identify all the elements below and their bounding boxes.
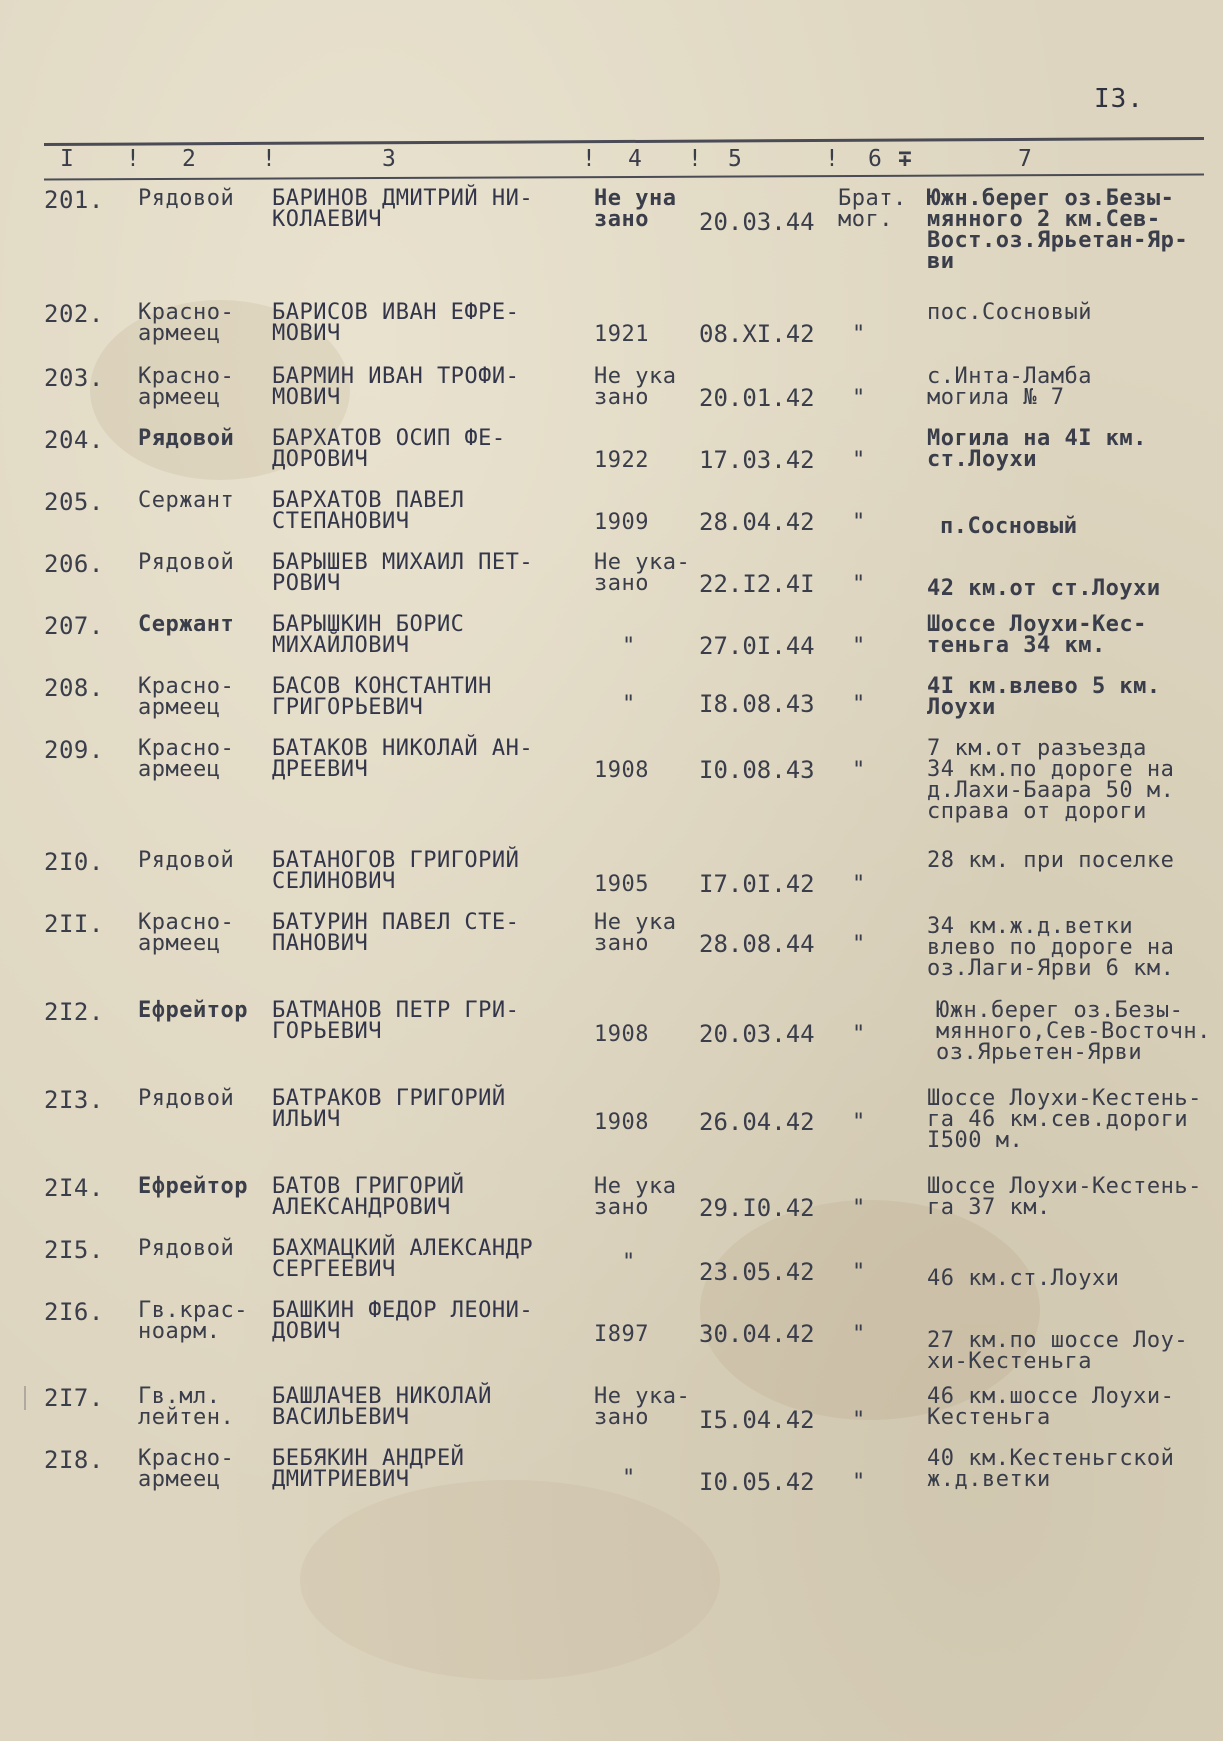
- full-name: БАРИНОВ ДМИТРИЙ НИ- КОЛАЕВИЧ: [272, 186, 534, 232]
- column-header-4: 4: [628, 146, 642, 172]
- full-name: БАТУРИН ПАВЕЛ СТЕ- ПАНОВИЧ: [272, 910, 520, 956]
- death-date: 20.01.42: [699, 384, 815, 412]
- paper-stain: [300, 1480, 720, 1680]
- full-name: БАРХАТОВ ОСИП ФЕ- ДОРОВИЧ: [272, 426, 506, 472]
- military-rank: Красно- армеец: [138, 674, 235, 720]
- death-date: 30.04.42: [699, 1320, 815, 1348]
- military-rank: Рядовой: [138, 1236, 235, 1261]
- full-name: БАРХАТОВ ПАВЕЛ СТЕПАНОВИЧ: [272, 488, 465, 534]
- full-name: БАШЛАЧЕВ НИКОЛАЙ ВАСИЛЬЕВИЧ: [272, 1384, 492, 1430]
- column-header-6: 6: [868, 146, 882, 172]
- column-extra-mark: ∓: [898, 146, 912, 172]
- column-separator: !: [126, 146, 140, 172]
- grave-type: ": [852, 510, 866, 535]
- column-header-3: 3: [382, 146, 396, 172]
- birth-year: ": [622, 692, 636, 717]
- death-date: 27.0I.44: [699, 632, 815, 660]
- burial-place: 46 км.ст.Лоухи: [927, 1266, 1120, 1291]
- record-number: 2I3.: [44, 1086, 104, 1114]
- record-number: 201.: [44, 186, 104, 214]
- grave-type: ": [852, 1260, 866, 1285]
- record-number: 205.: [44, 488, 104, 516]
- birth-year: Не ука зано: [594, 910, 677, 956]
- birth-year: I897: [594, 1322, 649, 1347]
- birth-year: Не ука зано: [594, 364, 677, 410]
- full-name: БЕБЯКИН АНДРЕЙ ДМИТРИЕВИЧ: [272, 1446, 465, 1492]
- full-name: БАРИСОВ ИВАН ЕФРЕ- МОВИЧ: [272, 300, 520, 346]
- full-name: БАРЫШКИН БОРИС МИХАЙЛОВИЧ: [272, 612, 465, 658]
- death-date: 23.05.42: [699, 1258, 815, 1286]
- record-number: 208.: [44, 674, 104, 702]
- military-rank: Рядовой: [138, 550, 235, 575]
- death-date: I5.04.42: [699, 1406, 815, 1434]
- burial-place: Шоссе Лоухи-Кес- теньга 34 км.: [927, 612, 1147, 658]
- full-name: БАТАНОГОВ ГРИГОРИЙ СЕЛИНОВИЧ: [272, 848, 520, 894]
- death-date: 20.03.44: [699, 1020, 815, 1048]
- military-rank: Ефрейтор: [138, 1174, 248, 1199]
- record-number: 2I7.: [44, 1384, 104, 1412]
- death-date: 28.08.44: [699, 930, 815, 958]
- burial-place: 46 км.шоссе Лоухи- Кестеньга: [927, 1384, 1175, 1430]
- military-rank: Ефрейтор: [138, 998, 248, 1023]
- record-number: 2I8.: [44, 1446, 104, 1474]
- military-rank: Красно- армеец: [138, 1446, 235, 1492]
- full-name: БАШКИН ФЕДОР ЛЕОНИ- ДОВИЧ: [272, 1298, 534, 1344]
- military-rank: Красно- армеец: [138, 300, 235, 346]
- military-rank: Красно- армеец: [138, 364, 235, 410]
- grave-type: ": [852, 1196, 866, 1221]
- grave-type: ": [852, 872, 866, 897]
- death-date: I0.08.43: [699, 756, 815, 784]
- grave-type: ": [852, 448, 866, 473]
- burial-place: 4I км.влево 5 км. Лоухи: [927, 674, 1161, 720]
- birth-year: 1908: [594, 1110, 649, 1135]
- military-rank: Гв.крас- ноарм.: [138, 1298, 248, 1344]
- full-name: БАТОВ ГРИГОРИЙ АЛЕКСАНДРОВИЧ: [272, 1174, 465, 1220]
- record-number: 203.: [44, 364, 104, 392]
- birth-year: ": [622, 634, 636, 659]
- record-number: 207.: [44, 612, 104, 640]
- grave-type: ": [852, 692, 866, 717]
- grave-type: ": [852, 634, 866, 659]
- record-number: 2I5.: [44, 1236, 104, 1264]
- column-header-5: 5: [728, 146, 742, 172]
- death-date: 28.04.42: [699, 508, 815, 536]
- record-number: 209.: [44, 736, 104, 764]
- death-date: 08.XI.42: [699, 320, 815, 348]
- grave-type: ": [852, 322, 866, 347]
- grave-type: ": [852, 1322, 866, 1347]
- record-number: 204.: [44, 426, 104, 454]
- military-rank: Сержант: [138, 612, 235, 637]
- record-number: 2I0.: [44, 848, 104, 876]
- column-separator: !: [262, 146, 276, 172]
- burial-place: 27 км.по шоссе Лоу- хи-Кестеньга: [927, 1328, 1189, 1374]
- death-date: 22.I2.4I: [699, 570, 815, 598]
- burial-place: Южн.берег оз.Безы- мянного 2 км.Сев- Вост.оз.Ярьетан-Яр- ви: [927, 186, 1189, 274]
- column-header-7: 7: [1018, 146, 1032, 172]
- burial-place: Шоссе Лоухи-Кестень- га 46 км.сев.дороги I500 м.: [927, 1086, 1202, 1153]
- burial-place: 34 км.ж.д.ветки влево по дороге на оз.Лаги-Ярви 6 км.: [927, 914, 1175, 981]
- page-number: I3.: [1094, 84, 1144, 114]
- margin-mark: [24, 1386, 26, 1410]
- record-number: 206.: [44, 550, 104, 578]
- record-number: 2I6.: [44, 1298, 104, 1326]
- military-rank: Рядовой: [138, 186, 235, 211]
- death-date: 26.04.42: [699, 1108, 815, 1136]
- death-date: I0.05.42: [699, 1468, 815, 1496]
- column-separator: !: [582, 146, 596, 172]
- military-rank: Рядовой: [138, 426, 235, 451]
- full-name: БАТАКОВ НИКОЛАЙ АН- ДРЕЕВИЧ: [272, 736, 534, 782]
- grave-type: ": [852, 572, 866, 597]
- birth-year: 1909: [594, 510, 649, 535]
- military-rank: Гв.мл. лейтен.: [138, 1384, 235, 1430]
- record-number: 2I4.: [44, 1174, 104, 1202]
- military-rank: Сержант: [138, 488, 235, 513]
- burial-place: пос.Сосновый: [927, 300, 1092, 325]
- military-rank: Рядовой: [138, 1086, 235, 1111]
- military-rank: Рядовой: [138, 848, 235, 873]
- birth-year: 1922: [594, 448, 649, 473]
- burial-place: 7 км.от разъезда 34 км.по дороге на д.Лахи-Баара 50 м. справа от дороги: [927, 736, 1175, 824]
- death-date: 20.03.44: [699, 208, 815, 236]
- grave-type: ": [852, 1408, 866, 1433]
- birth-year: Не уна зано: [594, 186, 677, 232]
- column-separator: !: [825, 146, 839, 172]
- burial-place: 42 км.от ст.Лоухи: [927, 576, 1161, 601]
- birth-year: Не ука- зано: [594, 550, 691, 596]
- birth-year: ": [622, 1466, 636, 1491]
- header-rule-bottom: [44, 173, 1204, 180]
- grave-type: ": [852, 1470, 866, 1495]
- full-name: БАРЫШЕВ МИХАИЛ ПЕТ- РОВИЧ: [272, 550, 534, 596]
- header-rule-top: [44, 137, 1204, 146]
- death-date: I7.0I.42: [699, 870, 815, 898]
- birth-year: Не ука зано: [594, 1174, 677, 1220]
- full-name: БАТМАНОВ ПЕТР ГРИ- ГОРЬЕВИЧ: [272, 998, 520, 1044]
- death-date: 29.I0.42: [699, 1194, 815, 1222]
- full-name: БАРМИН ИВАН ТРОФИ- МОВИЧ: [272, 364, 520, 410]
- birth-year: 1908: [594, 1022, 649, 1047]
- burial-place: Могила на 4I км. ст.Лоухи: [927, 426, 1147, 472]
- birth-year: ": [622, 1250, 636, 1275]
- birth-year: Не ука- зано: [594, 1384, 691, 1430]
- birth-year: 1921: [594, 322, 649, 347]
- record-number: 202.: [44, 300, 104, 328]
- record-number: 2I2.: [44, 998, 104, 1026]
- grave-type: Брат. мог.: [838, 186, 907, 232]
- burial-place: п.Сосновый: [940, 514, 1078, 539]
- burial-place: Шоссе Лоухи-Кестень- га 37 км.: [927, 1174, 1202, 1220]
- full-name: БАТРАКОВ ГРИГОРИЙ ИЛЬИЧ: [272, 1086, 506, 1132]
- grave-type: ": [852, 1110, 866, 1135]
- grave-type: ": [852, 758, 866, 783]
- grave-type: ": [852, 932, 866, 957]
- burial-place: с.Инта-Ламба могила № 7: [927, 364, 1092, 410]
- death-date: I8.08.43: [699, 690, 815, 718]
- burial-place: 28 км. при поселке: [927, 848, 1175, 873]
- full-name: БАХМАЦКИЙ АЛЕКСАНДР СЕРГЕЕВИЧ: [272, 1236, 534, 1282]
- grave-type: ": [852, 1022, 866, 1047]
- full-name: БАСОВ КОНСТАНТИН ГРИГОРЬЕВИЧ: [272, 674, 492, 720]
- birth-year: 1905: [594, 872, 649, 897]
- death-date: 17.03.42: [699, 446, 815, 474]
- grave-type: ": [852, 386, 866, 411]
- military-rank: Красно- армеец: [138, 736, 235, 782]
- column-separator: !: [688, 146, 702, 172]
- record-number: 2II.: [44, 910, 104, 938]
- burial-place: Южн.берег оз.Безы- мянного,Сев-Восточн. оз.Ярьетен-Ярви: [936, 998, 1211, 1065]
- column-header-1: I: [60, 146, 74, 172]
- burial-place: 40 км.Кестеньгской ж.д.ветки: [927, 1446, 1175, 1492]
- military-rank: Красно- армеец: [138, 910, 235, 956]
- column-header-2: 2: [182, 146, 196, 172]
- birth-year: 1908: [594, 758, 649, 783]
